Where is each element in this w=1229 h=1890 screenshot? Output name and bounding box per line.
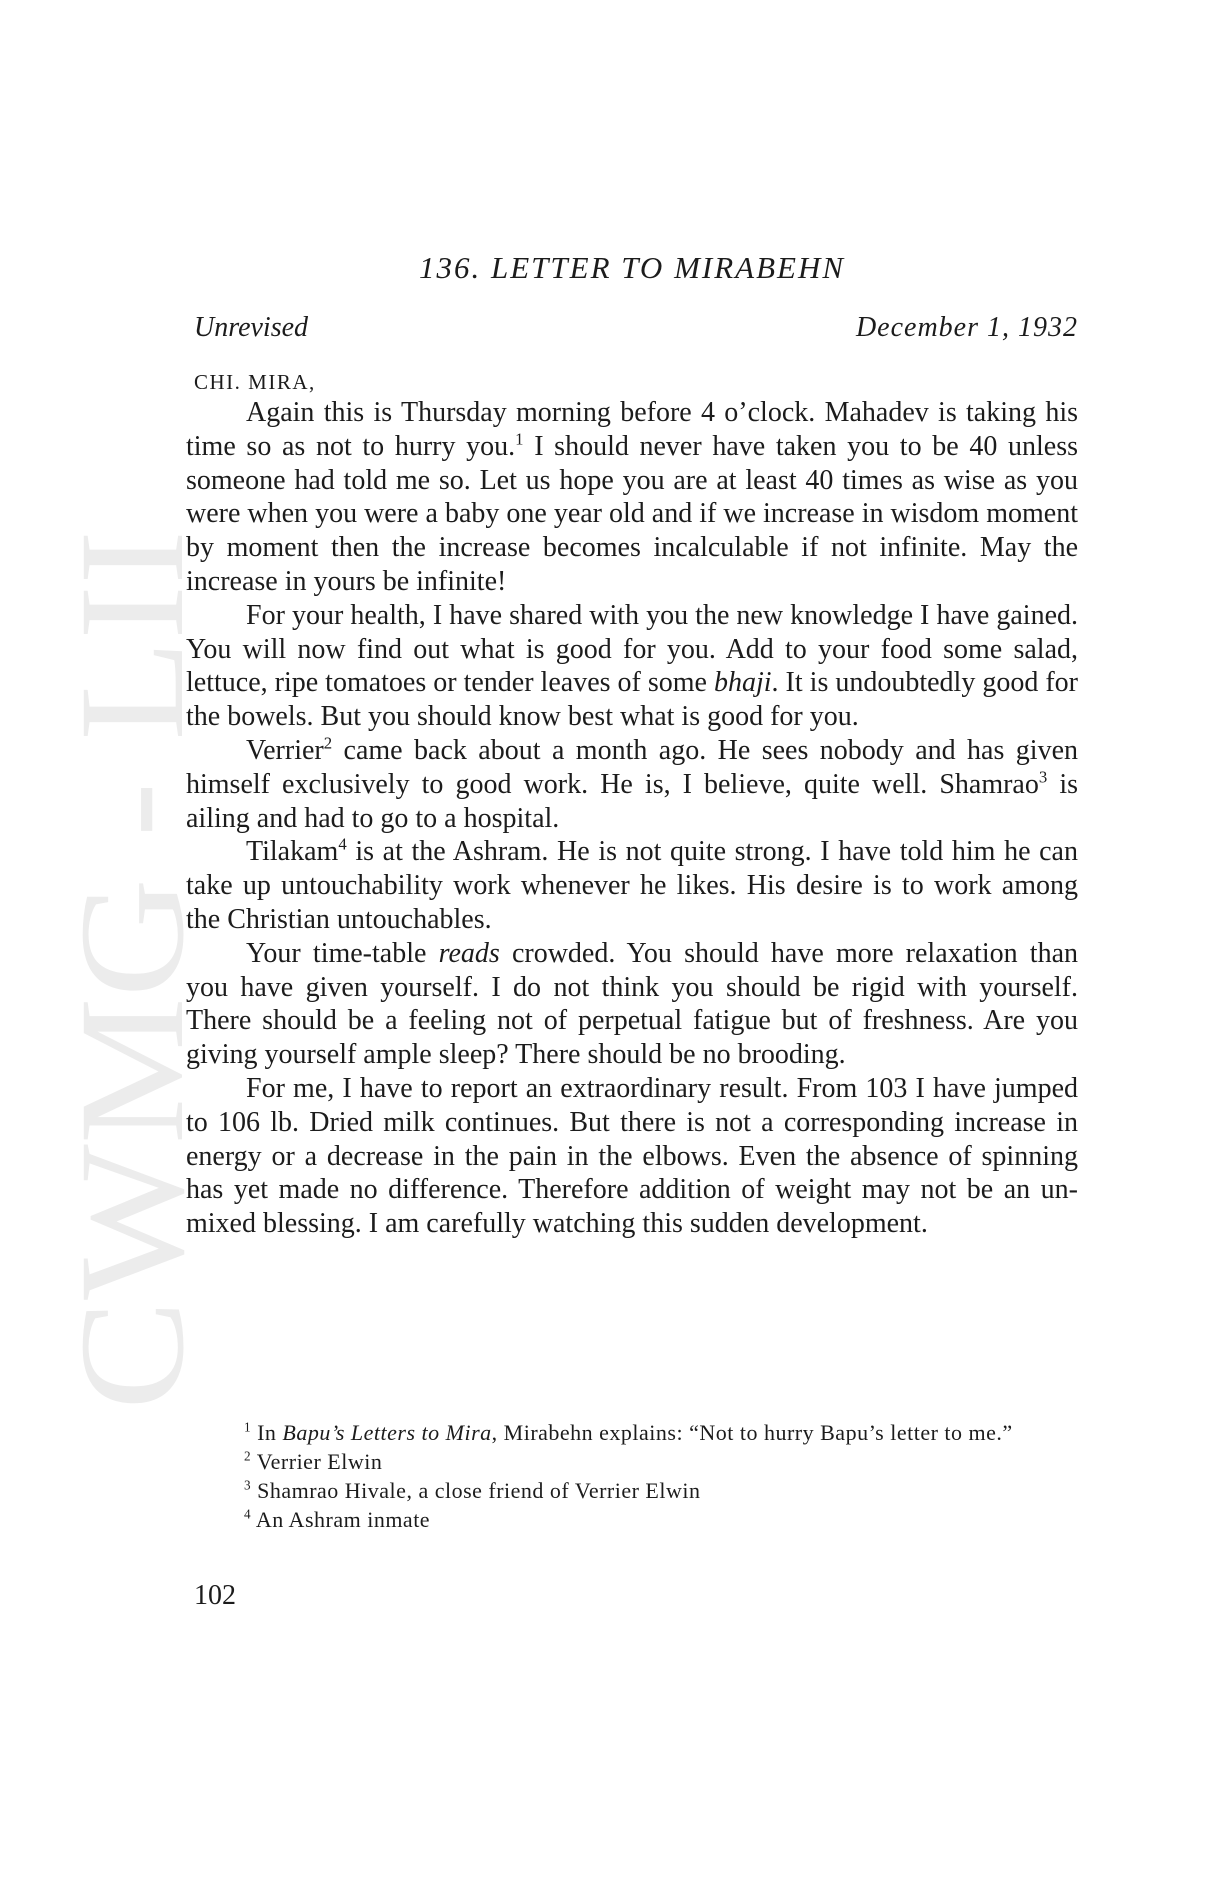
footnote-text: An Ashram inmate (251, 1507, 431, 1532)
footnote-number: 1 (244, 1419, 252, 1435)
revision-status: Unrevised (194, 312, 309, 343)
footnote-number: 3 (244, 1477, 252, 1493)
footnote-3 (186, 1476, 1084, 1505)
paragraph-text: Again this is Thursday morning before 4 o’clock. Mahadev is taking his time so as not to hurry you. (186, 397, 1078, 462)
letter-body (186, 396, 1078, 1241)
paragraph-text: Your time-table (246, 937, 439, 969)
paragraph-text: Tilakam (246, 836, 339, 868)
page-number: 102 (194, 1580, 236, 1611)
footnote-number: 2 (244, 1448, 252, 1464)
footnote-text: Verrier Elwin (251, 1449, 383, 1474)
paragraph-5 (186, 937, 1078, 1072)
letter-heading: 136. LETTER TO MIRABEHN (418, 250, 846, 285)
watermark-text: CWMG - LII (49, 610, 215, 1410)
footnote-1 (186, 1418, 1084, 1447)
paragraph-text: I should never have taken you to be 40 unless someone had told me so. Let us hope you are at least 40 times as wise as you were when you were a baby one year old and if we increase in wisdom moment by moment then the increase becomes incalculable if not infinite. May the increase in yours be infinite! (186, 430, 1078, 597)
paragraph-text: crowded. You should have more relaxation than you have given yourself. I do not think you should be rigid with yourself. There should be a feeling not of perpetual fatigue but of freshness. Are you giving yourself ample sleep? There should be no brooding. (186, 937, 1078, 1071)
footnote-text: In (251, 1420, 283, 1445)
footnote-ref-1: 1 (515, 429, 524, 449)
footnote-ref-2: 2 (323, 733, 333, 753)
letter-date: December 1, 1932 (855, 312, 1078, 343)
paragraph-text: came back about a month ago. He sees nobody and has given himself exclusively to good work. He is, I believe, quite well. Shamrao (186, 734, 1078, 800)
footnote-ref-3: 3 (1038, 767, 1048, 787)
paragraph-1 (186, 396, 1078, 599)
paragraph-2 (186, 599, 1078, 734)
footnote-ref-4: 4 (338, 835, 347, 855)
paragraph-text: is at the Ashram. He is not quite strong. I have told him he can take up untouchability work whenever he likes. His desire is to work among the Christian untouchables. (186, 836, 1078, 935)
book-title: Bapu’s Letters to Mira (282, 1420, 492, 1445)
footnote-text: Shamrao Hivale, a close friend of Verrier Elwin (251, 1478, 701, 1503)
italic-word: bhaji (713, 667, 772, 699)
paragraph-text: For your health, I have shared with you the new knowledge I have gained. You will now find out what is good for you. Add to your food some salad, lettuce, ripe tomatoes or tender leaves of some (186, 599, 1078, 699)
paragraph-text: is ailing and had to go to a hospital. (186, 768, 1078, 834)
paragraph-3 (186, 734, 1078, 835)
italic-word: reads (438, 937, 500, 969)
salutation: CHI. MIRA, (194, 370, 316, 394)
footnote-4 (186, 1505, 1084, 1534)
footnotes (186, 1418, 1084, 1534)
paragraph-text: . It is undoubtedly good for the bowels. But you should know best what is good for you. (186, 667, 1078, 733)
footnote-number: 4 (244, 1506, 252, 1522)
footnote-text: , Mirabehn explains: “Not to hurry Bapu’s letter to me.” (491, 1420, 1013, 1445)
footnote-2 (186, 1447, 1084, 1476)
paragraph-4 (186, 835, 1078, 936)
paragraph-text: Verrier (246, 734, 324, 766)
paragraph-6: For me, I have to report an extraordinary result. From 103 I have jumped to 106 lb. Dried milk continues. But there is not a corresponding increase in energy or a decrease in the pain in the elbows. Even the absence of spinning has yet made no difference. Therefore addition of weight may not be an unmixed blessing. I am carefully watching this sudden development. (186, 1072, 1078, 1240)
